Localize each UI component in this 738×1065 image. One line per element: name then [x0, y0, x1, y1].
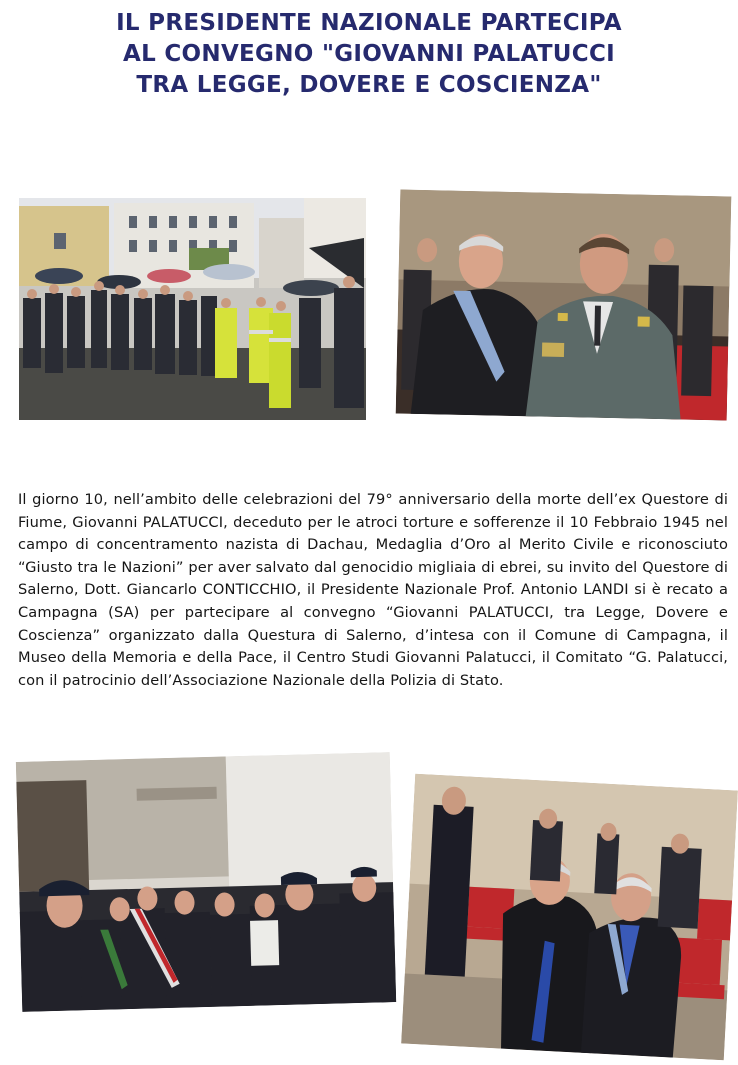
- page-title: [0, 8, 738, 101]
- title-line-1: IL PRESIDENTE NAZIONALE PARTECIPA: [116, 10, 622, 36]
- article-paragraph: Il giorno 10, nell’ambito delle celebrazioni del 79° anniversario della morte dell’ex Questore di Fiume, Giovanni PALATUCCI, deceduto per le atroci torture e sofferenze il 10 Febbraio 1945 nel campo di concentramento nazista di Dachau, Medaglia d’Oro al Merito Civile e riconosciuto “Giusto tra le Nazioni” per aver salvato dal genocidio migliaia di ebrei, su invito del Questore di Salerno, Dott. Giancarlo CONTICCHIO, il Presidente Nazionale Prof. Antonio LANDI si è recato a Campagna (SA) per partecipare al convegno “Giovanni PALATUCCI, tra Legge, Dovere e Coscienza” organizzato dalla Questura di Salerno, d’intesa con il Comune di Campagna, il Museo della Memoria e della Pace, il Centro Studi Giovanni Palatucci, il Comitato “G. Palatucci, con il patrocinio dell’Associazione Nazionale della Polizia di Stato.: [18, 491, 728, 689]
- photo-seated-guests: [401, 774, 738, 1061]
- title-line-2: AL CONVEGNO "GIOVANNI PALATUCCI: [123, 41, 615, 67]
- photo-president-and-officer: [396, 190, 732, 421]
- photo-crowd-courtyard: [16, 752, 396, 1012]
- title-line-3: TRA LEGGE, DOVERE E COSCIENZA": [136, 72, 602, 98]
- photo-outdoor-gathering: [19, 198, 366, 420]
